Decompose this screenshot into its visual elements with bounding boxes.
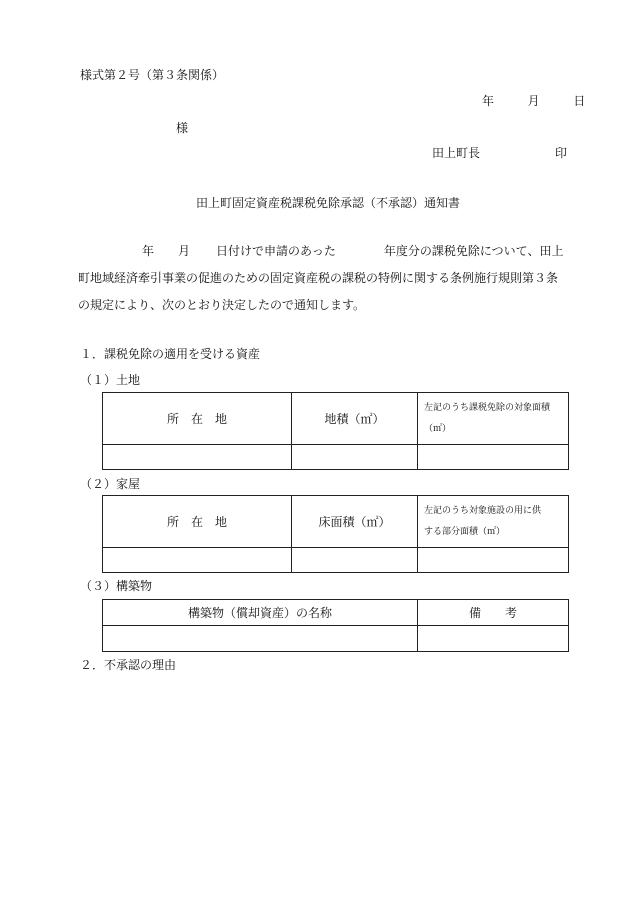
land-cell-location (103, 445, 292, 470)
seal-mark: 印 (555, 146, 568, 160)
land-col-area: 地積（㎡） (292, 393, 418, 445)
land-cell-exempt-area (418, 445, 569, 470)
structure-cell-name (103, 626, 418, 652)
structure-table (102, 599, 569, 652)
structure-col-remarks: 備 考 (418, 600, 569, 626)
land-heading: （１）土地 (80, 373, 141, 387)
body-line-3: の規定により、次のとおり決定したので通知します。 (78, 298, 366, 312)
body-year: 年 (142, 244, 155, 258)
house-col-facility-area-line2: する部分面積（㎡） (424, 526, 506, 537)
house-col-facility-area (418, 496, 569, 548)
date-year: 年 (482, 94, 495, 108)
house-heading: （２）家屋 (80, 477, 141, 491)
house-cell-location (103, 548, 292, 573)
land-cell-area (292, 445, 418, 470)
body-line-1 (78, 238, 570, 265)
issuer: 田上町長 (432, 146, 481, 160)
body-month: 月 (178, 244, 191, 258)
date-month: 月 (527, 94, 540, 108)
section1-heading: １．課税免除の適用を受ける資産 (80, 347, 261, 361)
section2-heading: ２．不承認の理由 (80, 658, 177, 672)
structure-heading: （３）構築物 (80, 579, 153, 593)
form-number: 様式第２号（第３条関係） (80, 68, 225, 82)
house-col-facility-area-line1: 左記のうち対象施設の用に供 (424, 505, 542, 516)
body-paragraph (78, 238, 570, 319)
land-col-exempt-area (418, 393, 569, 445)
land-col-exempt-area-line1: 左記のうち課税免除の対象面積 (424, 402, 551, 413)
document-title: 田上町固定資産税課税免除承認（不承認）通知書 (196, 196, 461, 210)
structure-cell-remarks (418, 626, 569, 652)
structure-col-name: 構築物（償却資産）の名称 (103, 600, 418, 626)
land-col-location: 所 在 地 (103, 393, 292, 445)
land-table (102, 392, 569, 470)
house-cell-facility-area (418, 548, 569, 573)
house-col-location: 所 在 地 (103, 496, 292, 548)
date-day: 日 (573, 94, 586, 108)
body-fiscal-year: 年度分の課税免除について、田上 (383, 244, 564, 258)
house-table (102, 495, 569, 573)
addressee-suffix: 様 (176, 121, 189, 135)
body-line-2: 町地域経済牽引事業の促進のための固定資産税の課税の特例に関する条例施行規則第３条 (78, 271, 559, 285)
house-col-floor-area: 床面積（㎡） (292, 496, 418, 548)
house-cell-floor-area (292, 548, 418, 573)
body-applied: 日付けで申請のあった (216, 244, 336, 258)
date-line (482, 95, 585, 107)
land-col-exempt-area-line2: （㎡） (424, 423, 452, 434)
